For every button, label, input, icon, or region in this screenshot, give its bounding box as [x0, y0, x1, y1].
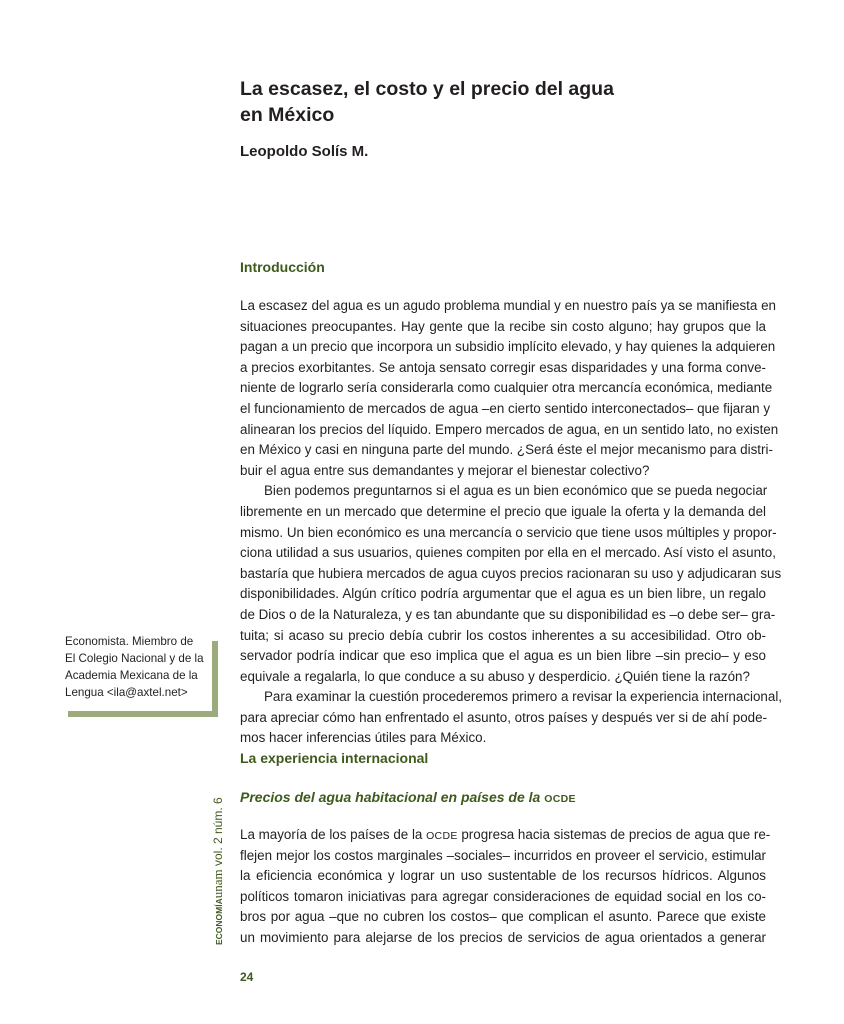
title-line: La escasez, el costo y el precio del agua	[240, 78, 614, 100]
text-line: flejen mejor los costos marginales –sociales– incurridos en proveer el servicio, estimular	[240, 847, 766, 863]
title-line: en México	[240, 104, 335, 126]
text-line: alinearan los precios del líquido. Empero mercados de agua, en un sentido lato, no existen	[240, 421, 779, 437]
text-line: a precios exorbitantes. Se antoja sensato corregir esas disparidades y una forma conve-	[240, 359, 766, 375]
text-line: Para examinar la cuestión procederemos primero a revisar la experiencia internacional,	[264, 689, 783, 705]
section-heading-experiencia-internacional: La experiencia internacional	[240, 750, 429, 766]
text-line: el funcionamiento de mercados de agua –en cierto sentido interconectados– que fijaran y	[240, 400, 771, 416]
acronym: OCDE	[426, 830, 458, 842]
note-bar-horizontal	[68, 711, 218, 717]
text-line: políticos tomaron iniciativas para agregar consideraciones de equidad social en los co-	[240, 888, 766, 904]
journal-name-unam: unam	[210, 869, 225, 899]
text-line: situaciones preocupantes. Hay gente que la recibe sin costo alguno; hay grupos que la	[240, 318, 766, 334]
text-line: servador podría indicar que eso implica que el agua es un bien libre –sin precio– y eso	[240, 648, 766, 664]
subsection-heading	[240, 789, 576, 805]
subheading-acronym: OCDE	[544, 793, 576, 805]
text-line: de Dios o de la Naturaleza, y es tan abundante que su disponibilidad es –o debe ser– gra-	[240, 606, 776, 622]
text-segment: La mayoría de los países de la	[240, 827, 427, 842]
note-line: Economista. Miembro de	[65, 635, 194, 648]
ocde-paragraph	[240, 825, 771, 949]
journal-name: ECONOMÍA	[214, 898, 224, 945]
text-line: bastaría que hubiera mercados de agua cuyos precios racionaran su uso y adjudicaran sus	[240, 565, 782, 581]
text-line: disponibilidades. Algún crítico podría argumentar que el agua es un bien libre, un regalo	[240, 586, 766, 602]
text-line: niente de lograrlo sería considerarla como cualquier otra mercancía económica, mediante	[240, 380, 773, 396]
text-line: en México y casi en ninguna parte del mundo. ¿Será éste el mejor mecanismo para distri-	[240, 442, 773, 458]
journal-running-head	[210, 797, 226, 945]
journal-issue: vol. 2 núm. 6	[211, 797, 225, 870]
note-line: El Colegio Nacional y de la	[65, 652, 204, 665]
text-line: mos hacer inferencias útiles para México.	[240, 730, 487, 746]
intro-paragraphs	[240, 296, 783, 749]
text-line: Bien podemos preguntarnos si el agua es un bien económico que se pueda negociar	[264, 483, 768, 499]
text-line: un movimiento para alejarse de los precios de servicios de agua orientados a generar	[240, 929, 766, 945]
section-heading-introduccion: Introducción	[240, 259, 325, 275]
text-line: para apreciar cómo han enfrentado el asunto, otros países y después ver si de ahí pode-	[240, 709, 768, 725]
text-line: pagan a un precio que incorpora un subsidio implícito elevado, y hay quienes la adquieren	[240, 339, 776, 355]
text-line: tuita; si acaso su precio debía cubrir los costos inherentes a su accesibilidad. Otro ob-	[240, 627, 766, 643]
text-segment: progresa hacia sistemas de precios de agua que re-	[457, 827, 771, 842]
text-line	[240, 825, 771, 846]
text-line: libremente en un mercado que determine el precio que iguale la oferta y la demanda del	[240, 503, 766, 519]
text-line: mismo. Un bien económico es una mercancía o servicio que tiene usos múltiples y propor-	[240, 524, 777, 540]
note-line: Lengua <ila@axtel.net>	[65, 686, 188, 699]
text-line: ciona utilidad a sus usuarios, quienes compiten por ella en el mercado. Así visto el asunto,	[240, 545, 776, 561]
article-author: Leopoldo Solís M.	[240, 143, 369, 160]
article-title	[240, 76, 614, 128]
text-line: buir el agua entre sus demandantes y mejorar el bienestar colectivo?	[240, 462, 650, 478]
text-line: la eficiencia económica y lograr un uso sustentable de los recursos hídricos. Algunos	[240, 868, 766, 884]
subheading-text: Precios del agua habitacional en países de la	[240, 789, 545, 805]
text-line: equivale a regalarla, lo que conduce a su abuso y desperdicio. ¿Quién tiene la razón?	[240, 668, 750, 684]
text-line: bros por agua –que no cubren los costos– que complican el asunto. Parece que existe	[240, 909, 766, 925]
note-line: Academia Mexicana de la	[65, 669, 198, 682]
note-bar-vertical	[212, 641, 218, 717]
author-note	[65, 633, 215, 701]
page-number: 24	[240, 970, 254, 984]
text-line: La escasez del agua es un agudo problema mundial y en nuestro país ya se manifiesta en	[240, 298, 776, 313]
